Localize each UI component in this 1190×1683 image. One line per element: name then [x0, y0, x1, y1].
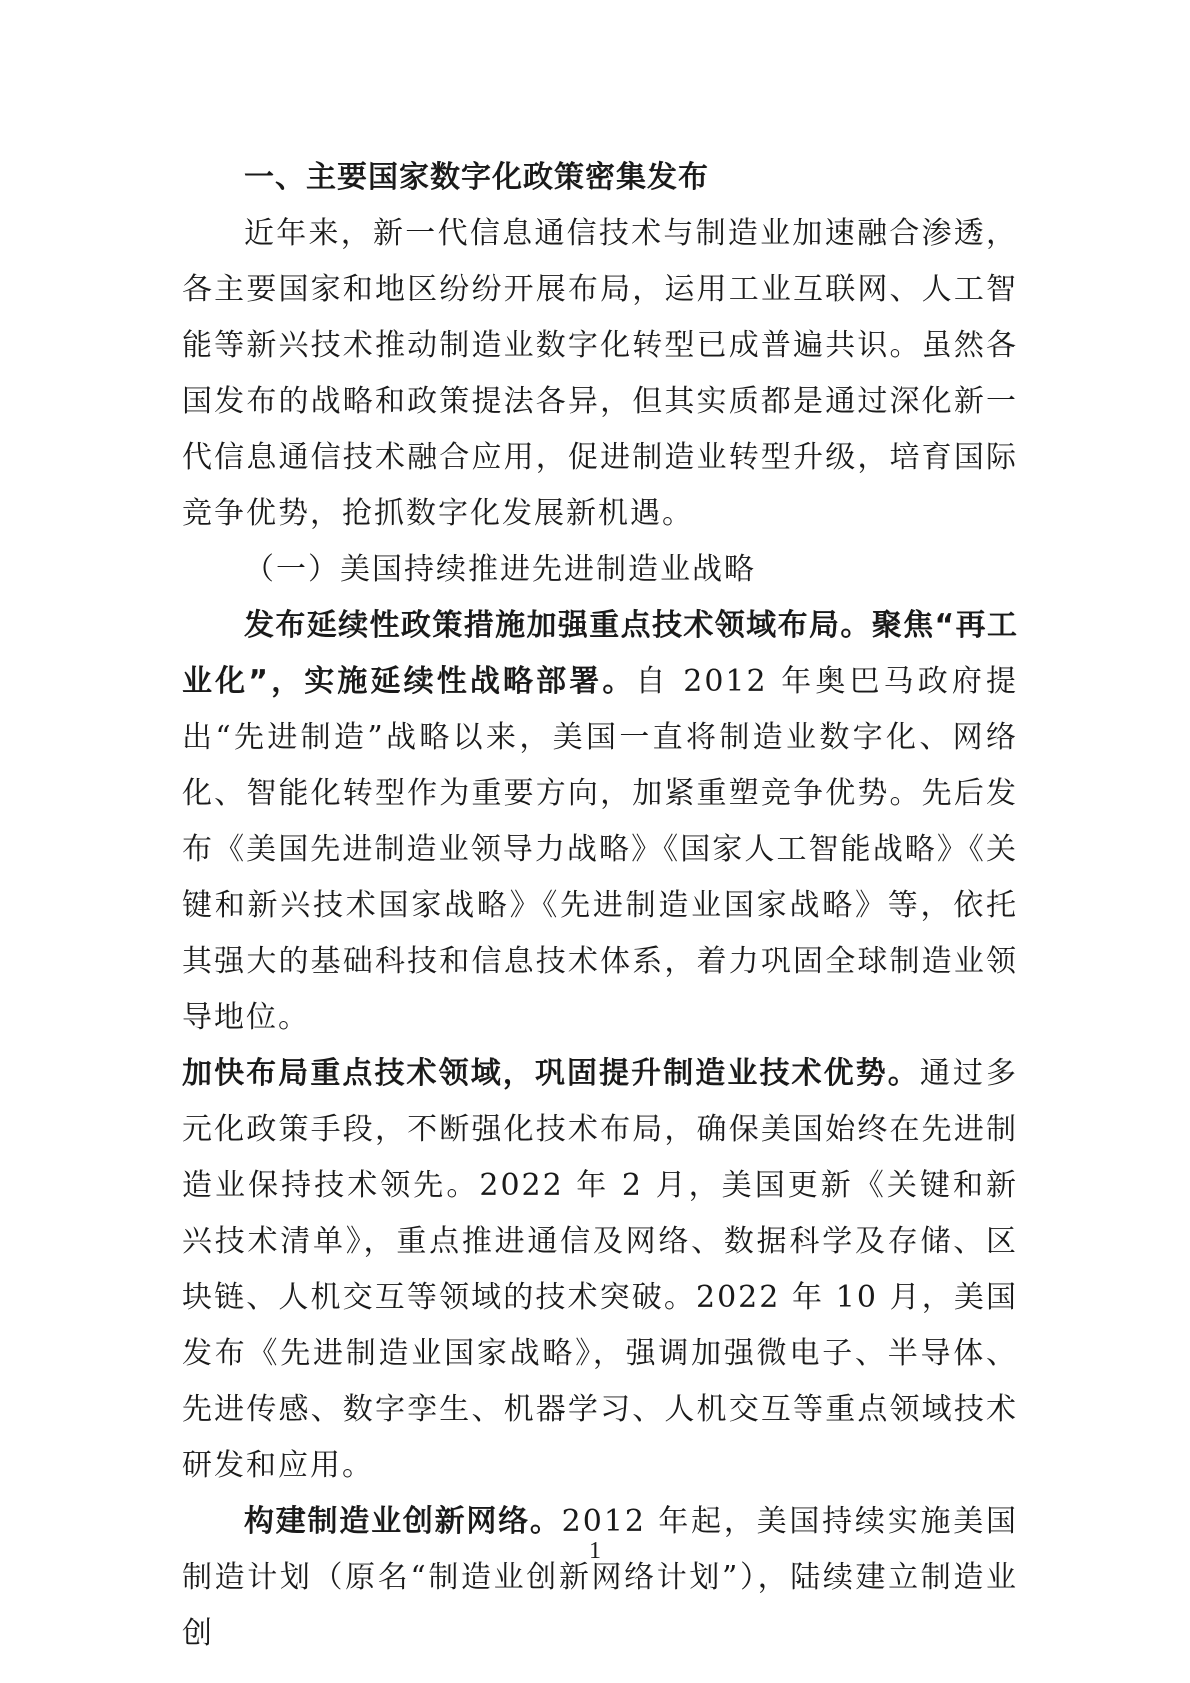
paragraph-body-us-strategy: 自 2012 年奥巴马政府提出“先进制造”战略以来，美国一直将制造业数字化、网络化、智能化转型作为重要方向，加紧重塑竞争优势。先后发布《美国先进制造业领导力战略》《国家人工智能战略》《关键和新兴技术国家战略》《先进制造业国家战略》等，依托其强大的基础科技和信息技术体系，着力巩固全球制造业领导地位。 [182, 664, 1019, 1035]
paragraph-lead-innovation-network: 构建制造业创新网络。 [244, 1504, 562, 1539]
paragraph-lead-policy: 发布延续性政策措施加强重点技术领域布局。 [244, 608, 872, 643]
paragraph-lead-key-technologies: 加快布局重点技术领域，巩固提升制造业技术优势。 [182, 1056, 920, 1091]
paragraph-lead-reindustrialization: 聚焦“再工业化”，实施延续性战略部署。 [182, 608, 1018, 699]
section-heading: 一、主要国家数字化政策密集发布 [244, 160, 709, 195]
document-body [182, 150, 1018, 1662]
paragraph-innovation-network [182, 1494, 1018, 1662]
paragraph-body-innovation-network: 2012 年起，美国持续实施美国制造计划（原名“制造业创新网络计划”），陆续建立制造业创 [182, 1504, 1018, 1651]
paragraph-body-key-technologies: 通过多元化政策手段，不断强化技术布局，确保美国始终在先进制造业保持技术领先。2022 年 2 月，美国更新《关键和新兴技术清单》，重点推进通信及网络、数据科学及存储、区块链、人机交互等领域的技术突破。2022 年 10 月，美国发布《先进制造业国家战略》，强调加强微电子、半导体、先进传感、数字孪生、机器学习、人机交互等重点领域技术研发和应用。 [182, 1056, 1019, 1483]
page-number: 1 [589, 1538, 601, 1564]
intro-paragraph: 近年来，新一代信息通信技术与制造业加速融合渗透，各主要国家和地区纷纷开展布局，运用工业互联网、人工智能等新兴技术推动制造业数字化转型已成普遍共识。虽然各国发布的战略和政策提法各异，但其实质都是通过深化新一代信息通信技术融合应用，促进制造业转型升级，培育国际竞争优势，抢抓数字化发展新机遇。 [182, 216, 1018, 531]
paragraph-us-strategy [182, 598, 1018, 1046]
subsection-heading: （一）美国持续推进先进制造业战略 [244, 552, 756, 587]
paragraph-key-technologies [182, 1046, 1018, 1494]
